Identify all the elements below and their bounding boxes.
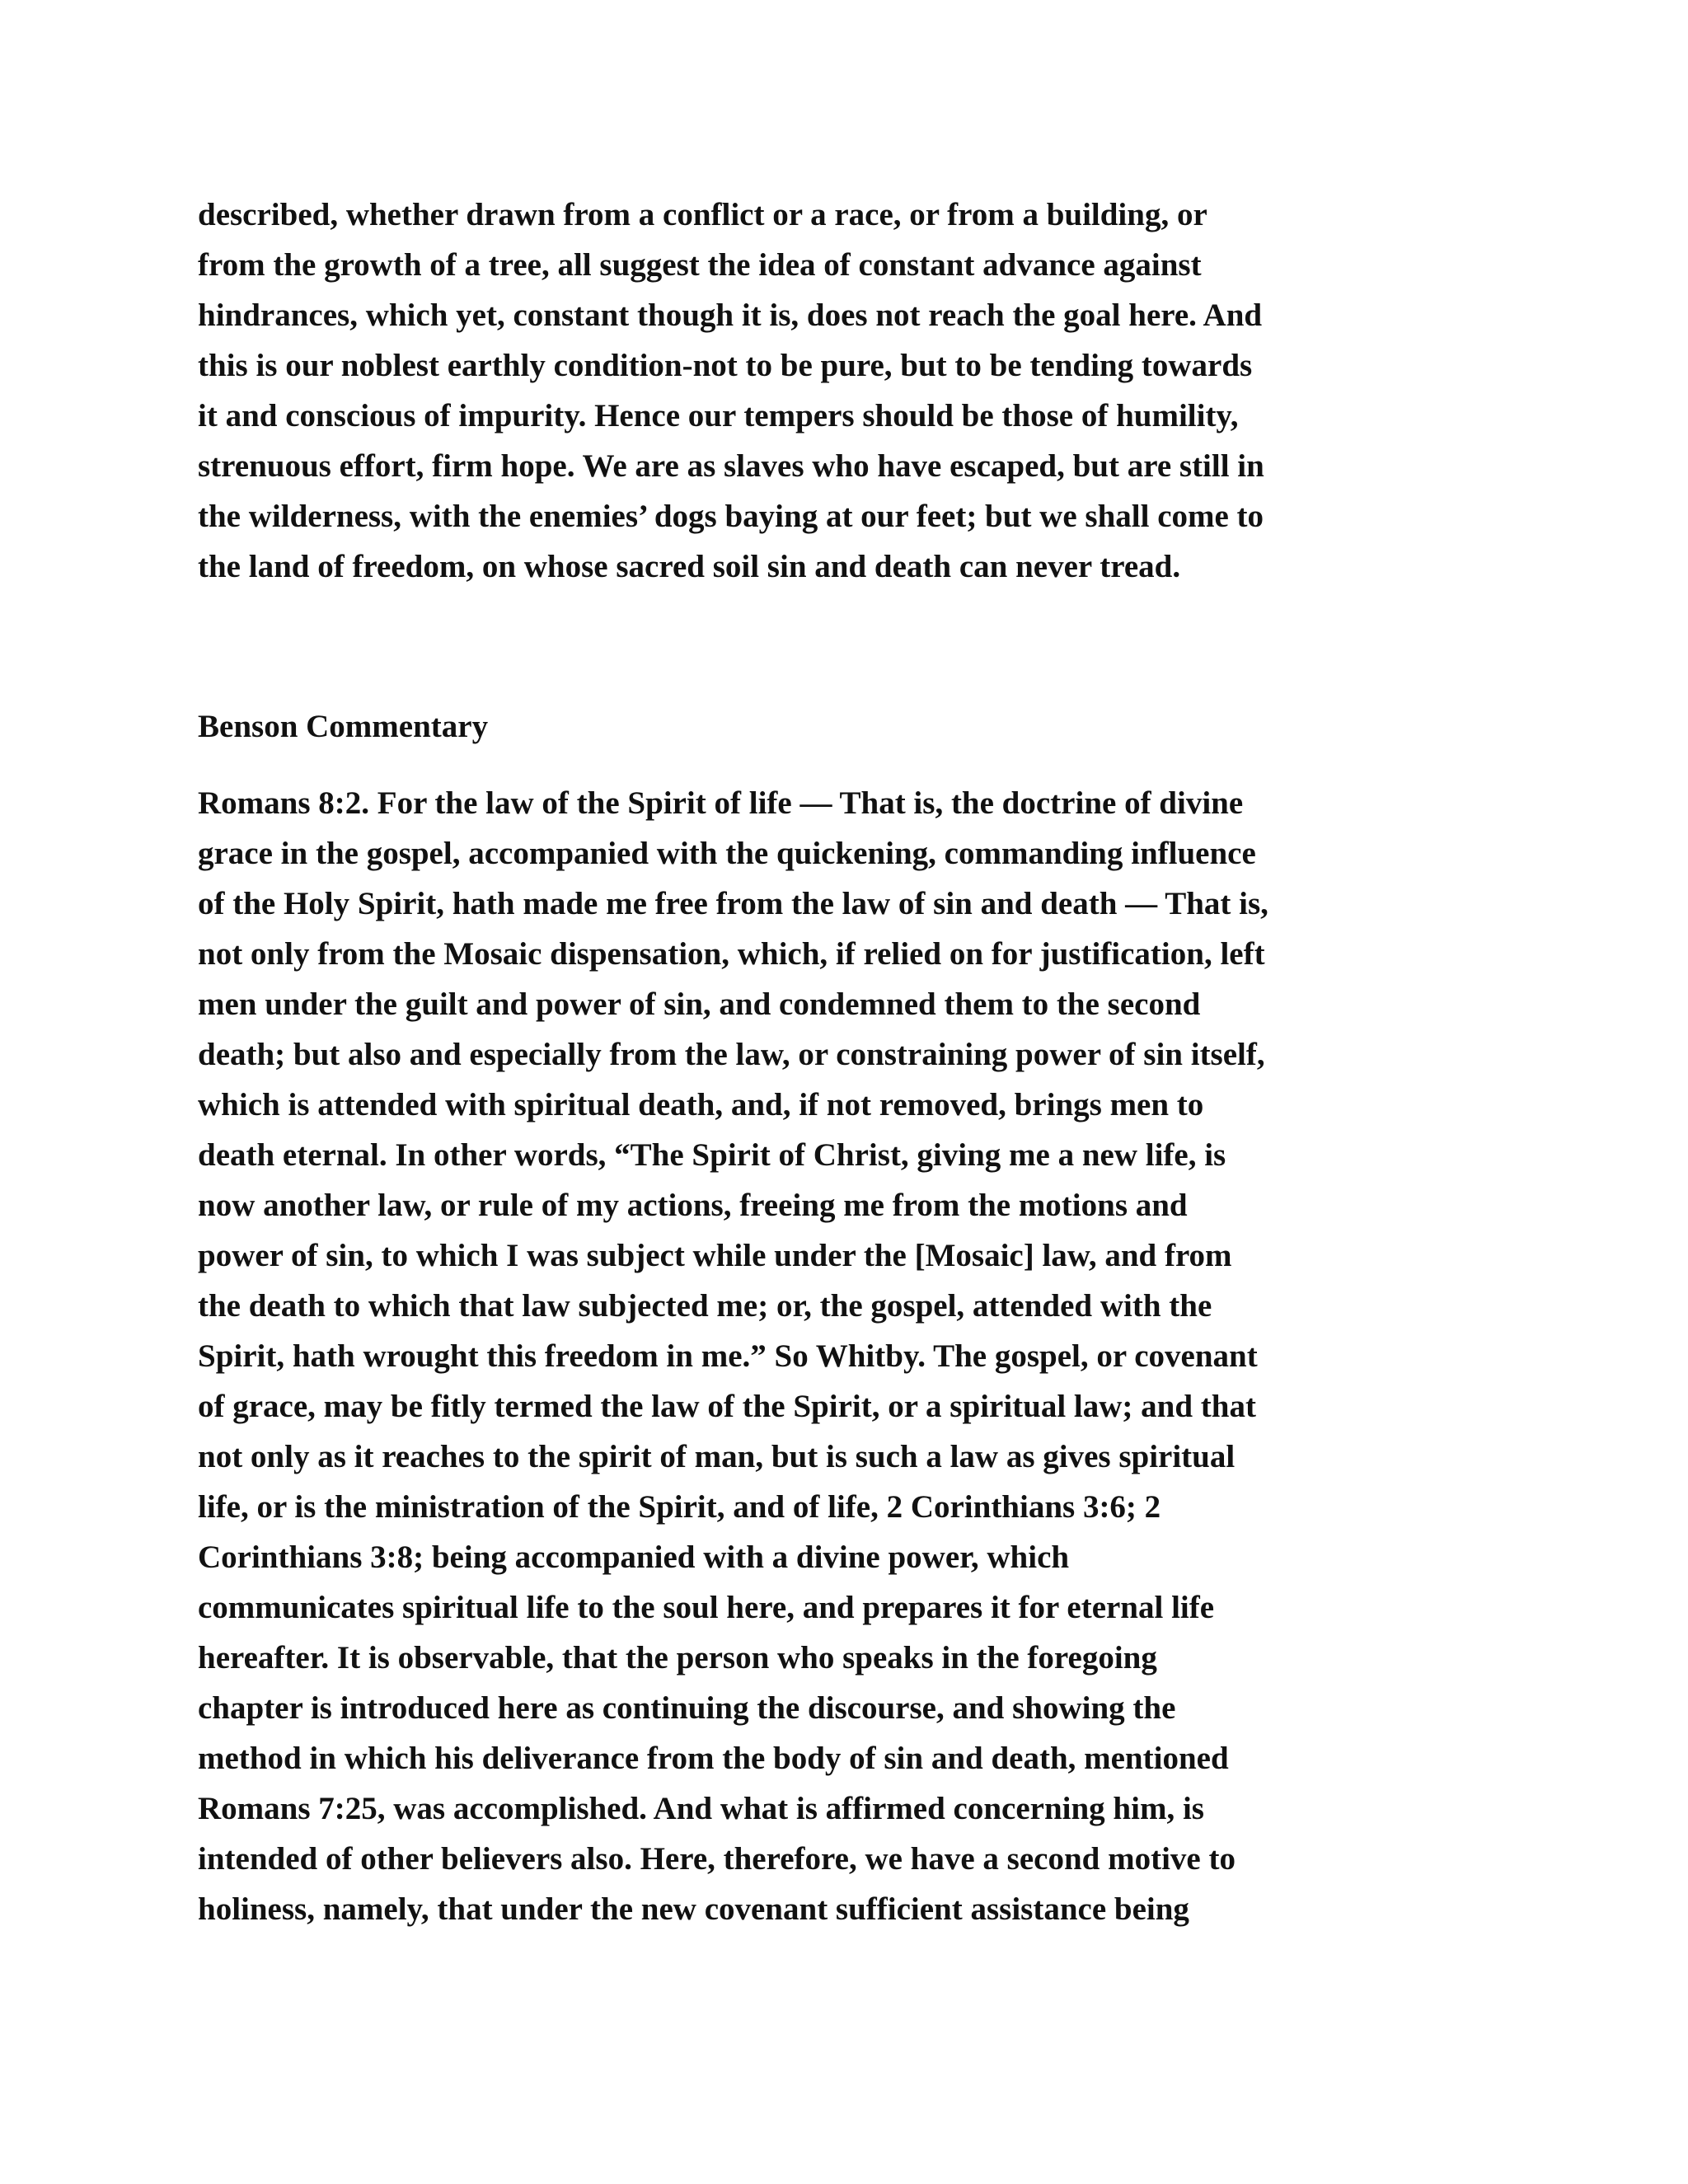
text-line: not only as it reaches to the spirit of man, but is such a law as gives spiritual xyxy=(198,1439,1236,1474)
text-line: method in which his deliverance from the body of sin and death, mentioned xyxy=(198,1741,1229,1776)
text-line: it and conscious of impurity. Hence our tempers should be those of humility, xyxy=(198,398,1239,434)
text-line: strenuous effort, firm hope. We are as slaves who have escaped, but are still in xyxy=(198,448,1264,484)
text-line: Romans 8:2. For the law of the Spirit of life — That is, the doctrine of divine xyxy=(198,785,1244,821)
text-line: death eternal. In other words, “The Spirit of Christ, giving me a new life, is xyxy=(198,1137,1226,1173)
text-line: of grace, may be fitly termed the law of the Spirit, or a spiritual law; and that xyxy=(198,1389,1256,1424)
text-line: the wilderness, with the enemies’ dogs baying at our feet; but we shall come to xyxy=(198,499,1264,534)
text-line: now another law, or rule of my actions, freeing me from the motions and xyxy=(198,1188,1188,1223)
text-line: hindrances, which yet, constant though it is, does not reach the goal here. And xyxy=(198,298,1263,333)
text-line: described, whether drawn from a conflict or a race, or from a building, or xyxy=(198,197,1207,232)
section-heading: Benson Commentary xyxy=(198,709,489,744)
text-line: intended of other believers also. Here, therefore, we have a second motive to xyxy=(198,1841,1236,1877)
text-line: hereafter. It is observable, that the person who speaks in the foregoing xyxy=(198,1640,1157,1675)
paragraph-continuation xyxy=(198,190,1500,592)
text-line: Romans 7:25, was accomplished. And what is affirmed concerning him, is xyxy=(198,1791,1204,1826)
text-line: the land of freedom, on whose sacred soil sin and death can never tread. xyxy=(198,549,1181,584)
text-line: holiness, namely, that under the new covenant sufficient assistance being xyxy=(198,1891,1189,1927)
text-line: death; but also and especially from the law, or constraining power of sin itself, xyxy=(198,1037,1265,1072)
text-line: this is our noblest earthly condition-not to be pure, but to be tending towards xyxy=(198,348,1253,383)
text-line: the death to which that law subjected me; or, the gospel, attended with the xyxy=(198,1288,1212,1324)
commentary-paragraph xyxy=(198,778,1500,1934)
section-heading-block xyxy=(198,701,1500,752)
text-line: communicates spiritual life to the soul here, and prepares it for eternal life xyxy=(198,1590,1215,1625)
text-line: grace in the gospel, accompanied with the quickening, commanding influence xyxy=(198,836,1256,871)
text-line: of the Holy Spirit, hath made me free from the law of sin and death — That is, xyxy=(198,886,1268,921)
text-line: life, or is the ministration of the Spirit, and of life, 2 Corinthians 3:6; 2 xyxy=(198,1489,1161,1525)
text-line: which is attended with spiritual death, and, if not removed, brings men to xyxy=(198,1087,1204,1122)
text-line: chapter is introduced here as continuing the discourse, and showing the xyxy=(198,1690,1176,1726)
text-line: from the growth of a tree, all suggest the idea of constant advance against xyxy=(198,247,1202,283)
text-line: men under the guilt and power of sin, and condemned them to the second xyxy=(198,987,1201,1022)
text-line: Corinthians 3:8; being accompanied with a divine power, which xyxy=(198,1540,1070,1575)
text-line: not only from the Mosaic dispensation, which, if relied on for justification, left xyxy=(198,936,1265,972)
text-line: Spirit, hath wrought this freedom in me.” So Whitby. The gospel, or covenant xyxy=(198,1338,1258,1374)
text-line: power of sin, to which I was subject while under the [Mosaic] law, and from xyxy=(198,1238,1232,1273)
